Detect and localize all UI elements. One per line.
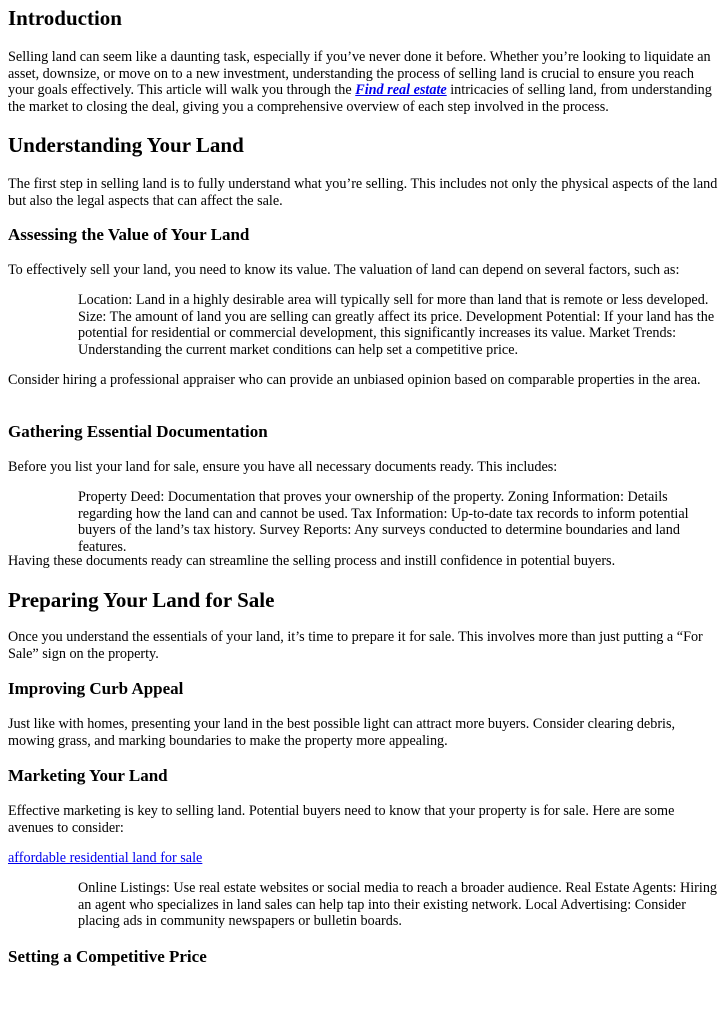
heading-competitive-price: Setting a Competitive Price — [8, 947, 207, 966]
intro-text-before: Selling land can seem like a daunting task, especially if you’ve never done it before. Whether you’re looking to liquidate an asset, downsize, or move on to a new investment, understanding the process of selling land is crucial to ensure you reach your goals effectively. This article will walk you through the — [8, 49, 711, 99]
marketing-avenues-quote: Online Listings: Use real estate websites or social media to reach a broader audience. Real Estate Agents: Hiring an agent who specializes in land sales can help tap into their existing network. Local Advertising: Consider placing ads in community newspapers or bulletin boards. — [78, 880, 718, 930]
curb-appeal-paragraph: Just like with homes, presenting your land in the best possible light can attract more buyers. Consider clearing debris, mowing grass, and marking boundaries to make the property more appealing. — [8, 716, 676, 749]
heading-introduction: Introduction — [8, 6, 122, 30]
affordable-land-link-paragraph — [8, 850, 720, 867]
heading-assessing-value: Assessing the Value of Your Land — [8, 225, 250, 244]
find-real-estate-link[interactable]: Find real estate — [355, 82, 447, 99]
intro-text-after: intricacies of selling land, from understanding the market to closing the deal, giving you a comprehensive overview of each step involved in the process. — [8, 82, 712, 115]
understanding-paragraph: The first step in selling land is to fully understand what you’re selling. This includes not only the physical aspects of the land but also the legal aspects that can affect the sale. — [8, 176, 718, 209]
affordable-residential-land-link[interactable]: affordable residential land for sale — [8, 850, 203, 866]
intro-paragraph — [8, 49, 720, 115]
marketing-paragraph: Effective marketing is key to selling land. Potential buyers need to know that your property is for sale. Here are some avenues to consider: — [8, 803, 675, 836]
assessing-paragraph: To effectively sell your land, you need to know its value. The valuation of land can depend on several factors, such as: — [8, 262, 680, 278]
heading-understanding-your-land: Understanding Your Land — [8, 133, 244, 157]
documents-ready-paragraph: Having these documents ready can streamline the selling process and instill confidence in potential buyers. — [8, 553, 616, 569]
preparing-paragraph: Once you understand the essentials of your land, it’s time to prepare it for sale. This involves more than just putting a “For Sale” sign on the property. — [8, 629, 703, 662]
value-factors-quote: Location: Land in a highly desirable area will typically sell for more than land that is remote or less developed. Size: The amount of land you are selling can greatly affect its price. Development Potential: If your land has the potential for residential or commercial development, this significantly increases its value. Market Trends: Understanding the current market conditions can help set a competitive price. — [78, 292, 715, 358]
heading-preparing-land: Preparing Your Land for Sale — [8, 588, 275, 612]
documents-quote: Property Deed: Documentation that proves your ownership of the property. Zoning Information: Details regarding how the land can and cannot be used. Tax Information: Up-to-date tax records to inform potential buyers of the land’s tax history. Survey Reports: Any surveys conducted to determine boundaries and land features. — [78, 489, 689, 555]
heading-gathering-documentation: Gathering Essential Documentation — [8, 422, 268, 441]
heading-curb-appeal: Improving Curb Appeal — [8, 679, 184, 698]
heading-marketing-land: Marketing Your Land — [8, 766, 168, 785]
appraiser-paragraph: Consider hiring a professional appraiser who can provide an unbiased opinion based on comparable properties in the area. — [8, 372, 701, 388]
documentation-paragraph: Before you list your land for sale, ensure you have all necessary documents ready. This includes: — [8, 459, 558, 475]
